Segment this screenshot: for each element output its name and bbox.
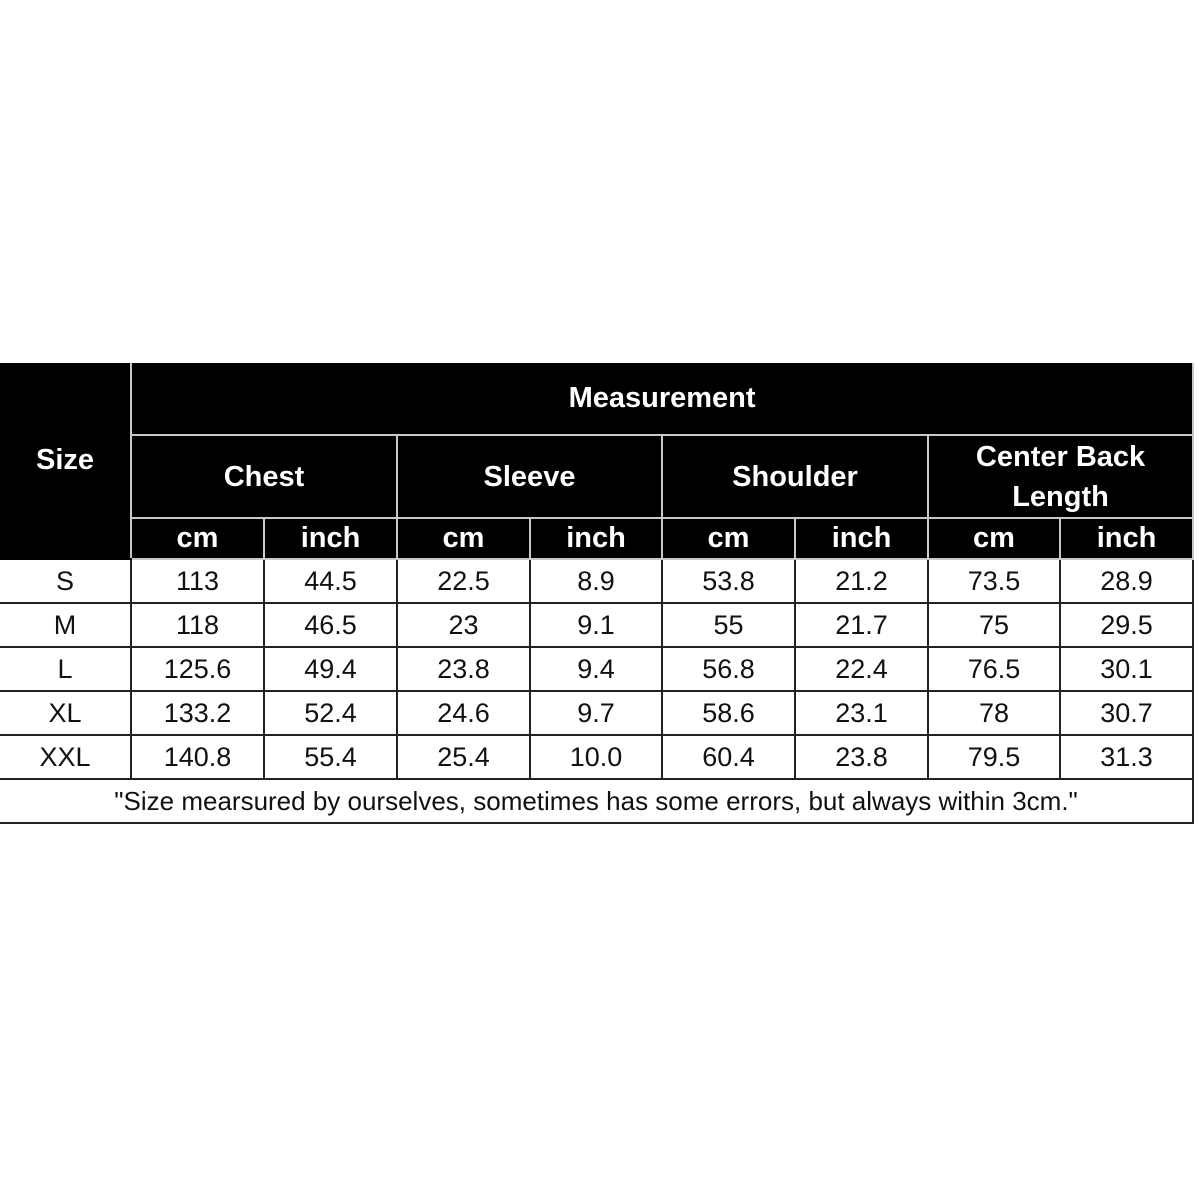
value-cell: 22.5 [397, 559, 530, 603]
table-row [0, 603, 1193, 647]
size-cell: L [0, 647, 131, 691]
value-cell: 22.4 [795, 647, 928, 691]
value-cell: 23 [397, 603, 530, 647]
unit-header: inch [530, 518, 662, 559]
value-cell: 9.4 [530, 647, 662, 691]
table-row [0, 691, 1193, 735]
unit-header: inch [1060, 518, 1193, 559]
value-cell: 118 [131, 603, 264, 647]
size-cell: XXL [0, 735, 131, 779]
unit-header: cm [662, 518, 795, 559]
value-cell: 23.1 [795, 691, 928, 735]
value-cell: 30.1 [1060, 647, 1193, 691]
value-cell: 55.4 [264, 735, 397, 779]
group-header: Chest [131, 435, 397, 518]
value-cell: 79.5 [928, 735, 1060, 779]
unit-header: cm [397, 518, 530, 559]
value-cell: 113 [131, 559, 264, 603]
value-cell: 23.8 [795, 735, 928, 779]
value-cell: 49.4 [264, 647, 397, 691]
value-cell: 73.5 [928, 559, 1060, 603]
value-cell: 25.4 [397, 735, 530, 779]
value-cell: 9.7 [530, 691, 662, 735]
size-chart-table [0, 363, 1194, 824]
value-cell: 21.2 [795, 559, 928, 603]
size-cell: M [0, 603, 131, 647]
value-cell: 28.9 [1060, 559, 1193, 603]
value-cell: 23.8 [397, 647, 530, 691]
value-cell: 9.1 [530, 603, 662, 647]
unit-header: cm [131, 518, 264, 559]
value-cell: 55 [662, 603, 795, 647]
table-row [0, 647, 1193, 691]
value-cell: 56.8 [662, 647, 795, 691]
value-cell: 76.5 [928, 647, 1060, 691]
unit-header: inch [795, 518, 928, 559]
measurement-header: Measurement [131, 363, 1193, 435]
value-cell: 53.8 [662, 559, 795, 603]
value-cell: 24.6 [397, 691, 530, 735]
value-cell: 21.7 [795, 603, 928, 647]
table-row [0, 735, 1193, 779]
value-cell: 30.7 [1060, 691, 1193, 735]
size-cell: S [0, 559, 131, 603]
group-header: Sleeve [397, 435, 662, 518]
footnote: "Size mearsured by ourselves, sometimes has some errors, but always within 3cm." [0, 779, 1193, 823]
value-cell: 78 [928, 691, 1060, 735]
value-cell: 133.2 [131, 691, 264, 735]
group-header: Shoulder [662, 435, 928, 518]
value-cell: 140.8 [131, 735, 264, 779]
value-cell: 125.6 [131, 647, 264, 691]
value-cell: 44.5 [264, 559, 397, 603]
value-cell: 31.3 [1060, 735, 1193, 779]
value-cell: 10.0 [530, 735, 662, 779]
unit-header: cm [928, 518, 1060, 559]
size-header: Size [0, 363, 131, 559]
unit-header: inch [264, 518, 397, 559]
value-cell: 52.4 [264, 691, 397, 735]
value-cell: 75 [928, 603, 1060, 647]
value-cell: 46.5 [264, 603, 397, 647]
table-row [0, 559, 1193, 603]
value-cell: 58.6 [662, 691, 795, 735]
value-cell: 29.5 [1060, 603, 1193, 647]
size-cell: XL [0, 691, 131, 735]
value-cell: 60.4 [662, 735, 795, 779]
value-cell: 8.9 [530, 559, 662, 603]
group-header: Center Back Length [928, 435, 1193, 518]
